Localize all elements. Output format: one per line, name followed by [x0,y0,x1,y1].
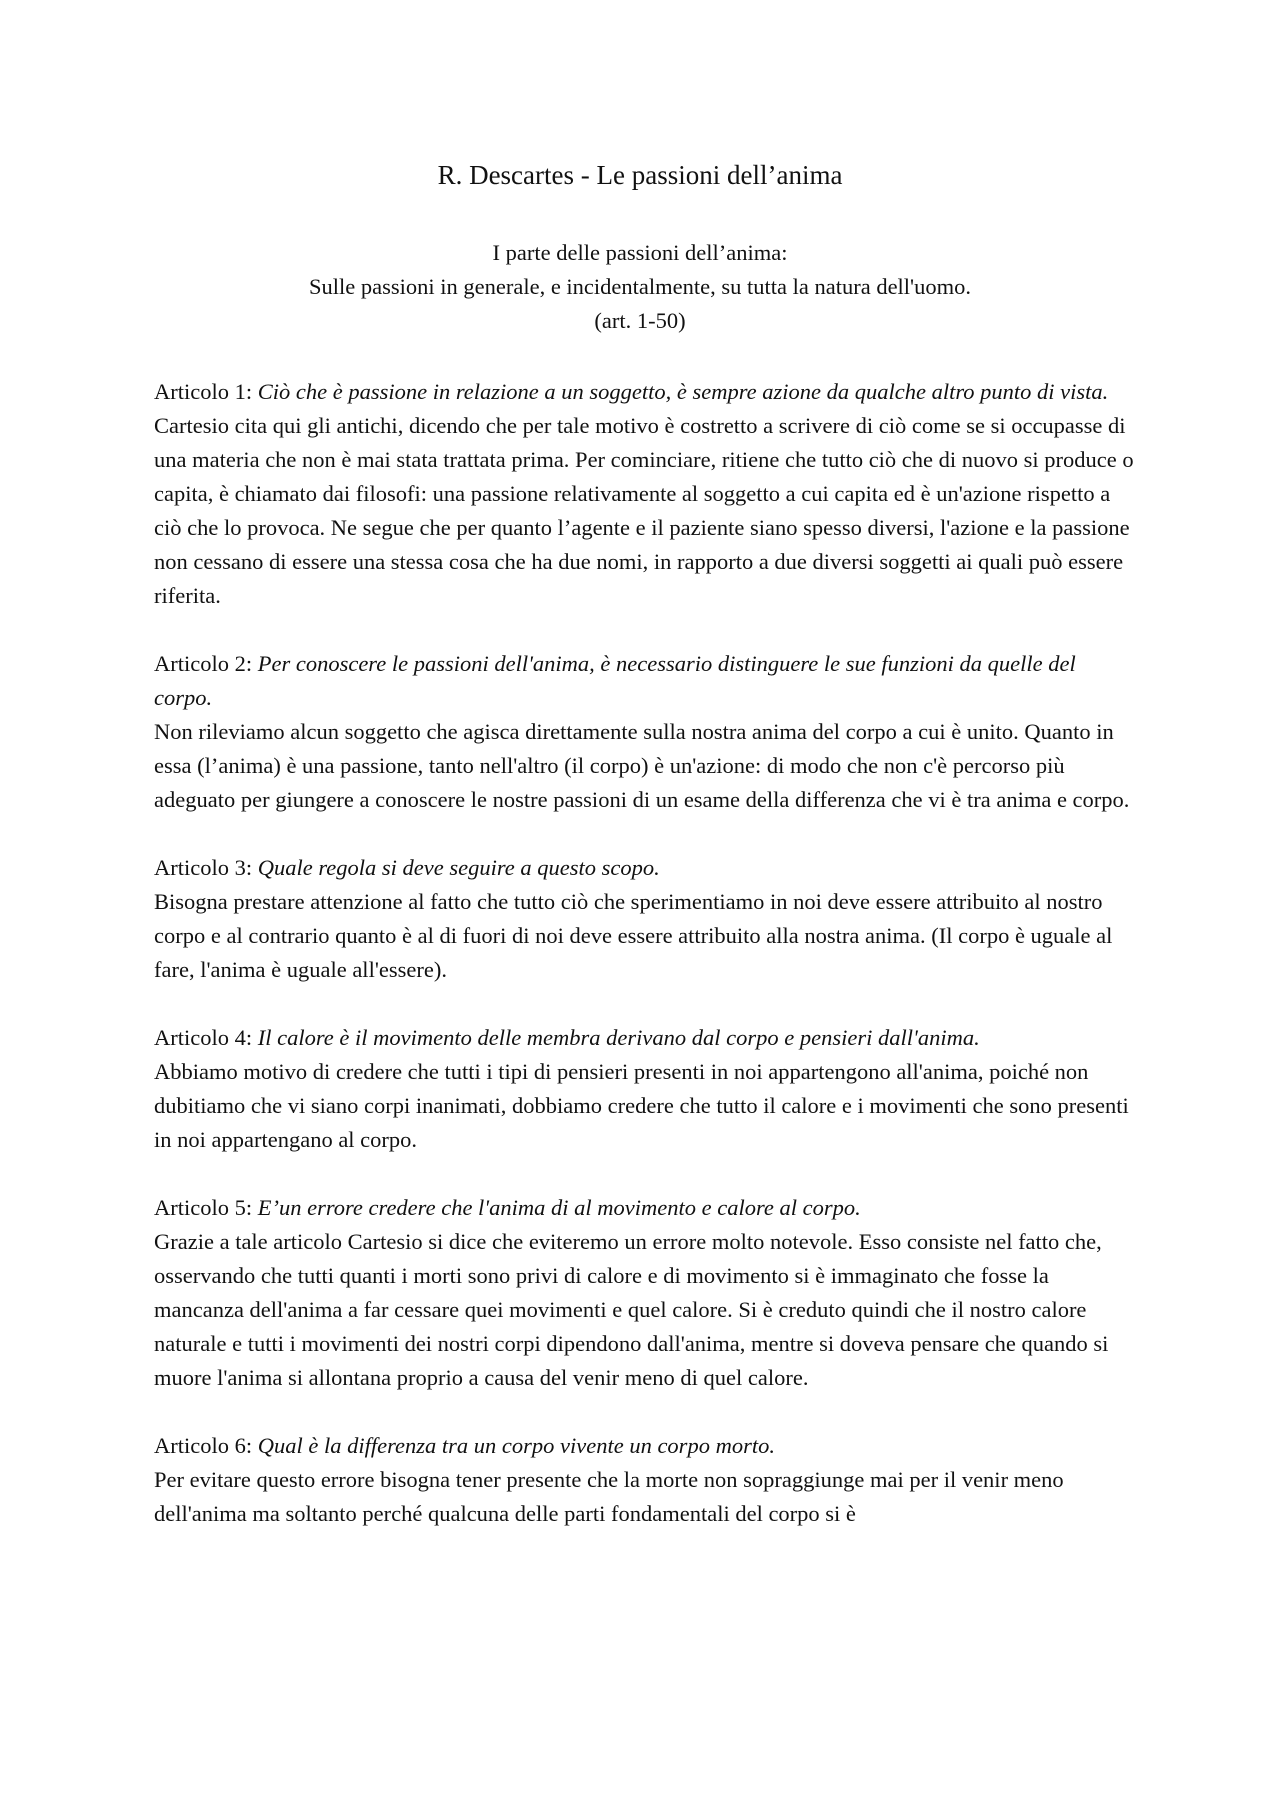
document-subtitle [0,236,1280,338]
article-body: Grazie a tale articolo Cartesio si dice che eviteremo un errore molto notevole. Esso consiste nel fatto che, osservando che tutti quanti i morti sono privi di calore e di movimento si è immaginato che fosse la mancanza dell'anima a far cessare quei movimenti e quel calore. Si è creduto quindi che il nostro calore naturale e tutti i movimenti dei nostri corpi dipendono dall'anima, mentre si doveva pensare che quando si muore l'anima si allontana proprio a causa del venir meno di quel calore. [154,1229,1109,1390]
subtitle-line-part: I parte delle passioni dell’anima: [492,240,788,265]
article-label: Articolo 4: [154,1025,258,1050]
article-5 [154,1191,1134,1395]
subtitle-line-range: (art. 1-50) [594,308,686,333]
article-heading [154,1191,1134,1225]
article-body: Per evitare questo errore bisogna tener presente che la morte non sopraggiunge mai per il venir meno dell'anima ma soltanto perché qualcuna delle parti fondamentali del corpo si è [154,1467,1064,1526]
article-heading [154,1429,1134,1463]
article-2 [154,647,1134,817]
article-body: Abbiamo motivo di credere che tutti i tipi di pensieri presenti in noi appartengono all'anima, poiché non dubitiamo che vi siano corpi inanimati, dobbiamo credere che tutto il calore e i movimenti che sono presenti in noi appartengano al corpo. [154,1059,1129,1152]
article-label: Articolo 5: [154,1195,258,1220]
article-title: Il calore è il movimento delle membra derivano dal corpo e pensieri dall'anima. [257,1025,980,1050]
article-body: Cartesio cita qui gli antichi, dicendo che per tale motivo è costretto a scrivere di ciò come se si occupasse di una materia che non è mai stata trattata prima. Per cominciare, ritiene che tutto ciò che di nuovo si produce o capita, è chiamato dai filosofi: una passione relativamente al soggetto a cui capita ed è un'azione rispetto a ciò che lo provoca. Ne segue che per quanto l’agente e il paziente siano spesso diversi, l'azione e la passione non cessano di essere una stessa cosa che ha due nomi, in rapporto a due diversi soggetti ai quali può essere riferita. [154,413,1134,608]
article-heading [154,375,1134,409]
article-title: Quale regola si deve seguire a questo scopo. [257,855,660,880]
article-4 [154,1021,1134,1157]
article-heading [154,647,1134,715]
article-body: Non rileviamo alcun soggetto che agisca direttamente sulla nostra anima del corpo a cui è unito. Quanto in essa (l’anima) è una passione, tanto nell'altro (il corpo) è un'azione: di modo che non c'è percorso più adeguato per giungere a conoscere le nostre passioni di un esame della differenza che vi è tra anima e corpo. [154,719,1130,812]
article-body: Bisogna prestare attenzione al fatto che tutto ciò che sperimentiamo in noi deve essere attribuito al nostro corpo e al contrario quanto è al di fuori di noi deve essere attribuito alla nostra anima. (Il corpo è uguale al fare, l'anima è uguale all'essere). [154,889,1113,982]
article-label: Articolo 3: [154,855,258,880]
article-title: Qual è la differenza tra un corpo vivente un corpo morto. [257,1433,775,1458]
article-label: Articolo 1: [154,379,258,404]
subtitle-line-topic: Sulle passioni in generale, e incidentalmente, su tutta la natura dell'uomo. [309,274,971,299]
article-label: Articolo 6: [154,1433,258,1458]
article-1 [154,375,1134,613]
articles-list [154,375,1134,1565]
article-title: Ciò che è passione in relazione a un soggetto, è sempre azione da qualche altro punto di vista. [257,379,1109,404]
article-title: E’un errore credere che l'anima di al movimento e calore al corpo. [257,1195,861,1220]
article-title: Per conoscere le passioni dell'anima, è necessario distinguere le sue funzioni da quelle del corpo. [154,651,1076,710]
article-6 [154,1429,1134,1531]
article-heading [154,1021,1134,1055]
document-title: R. Descartes - Le passioni dell’anima [437,160,843,190]
article-3 [154,851,1134,987]
article-heading [154,851,1134,885]
article-label: Articolo 2: [154,651,258,676]
